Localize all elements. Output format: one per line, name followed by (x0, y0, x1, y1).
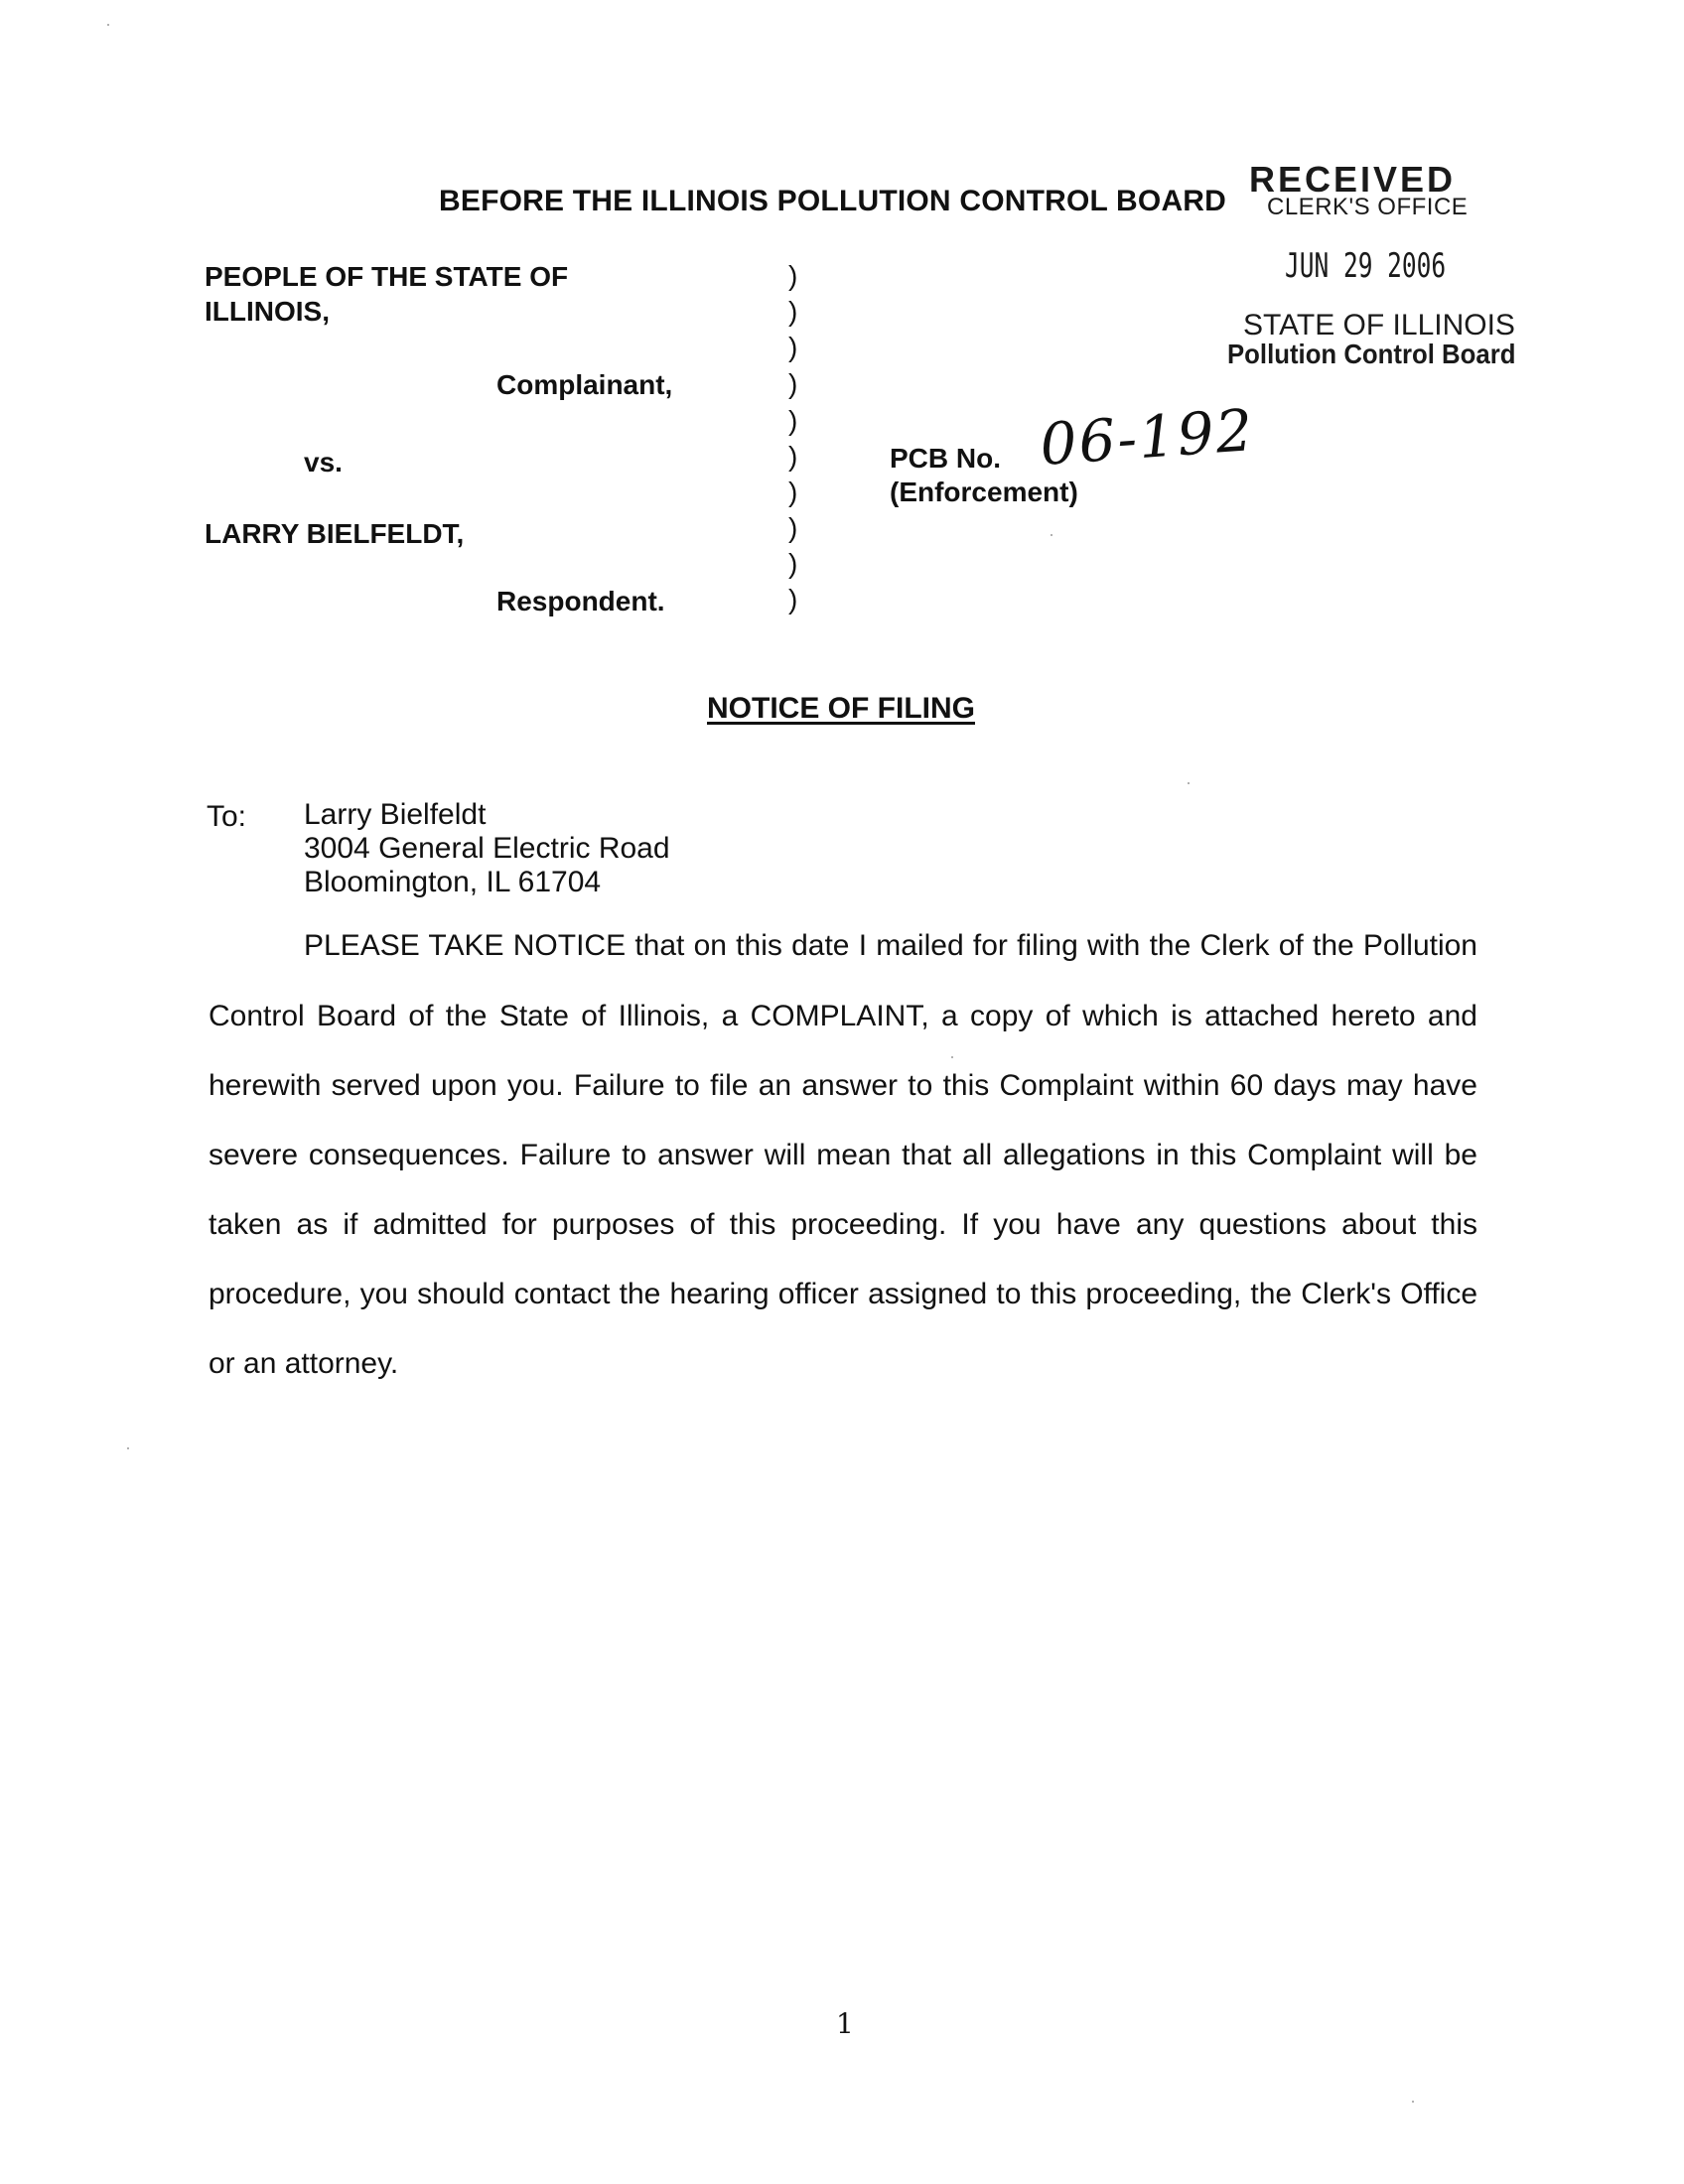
plaintiff-line-2: ILLINOIS, (205, 296, 330, 327)
stamp-received-text: RECEIVED (1249, 159, 1457, 200)
body-line: procedure, you should contact the hearing officer assigned to this proceeding, the Clerk's Office (209, 1278, 1477, 1310)
caption-paren: ) (788, 584, 798, 614)
scan-speck (127, 1447, 129, 1449)
stamp-board: Pollution Control Board (1227, 339, 1516, 369)
body-line: taken as if admitted for purposes of this proceeding. If you have any questions about this (209, 1208, 1477, 1241)
body-line: PLEASE TAKE NOTICE that on this date I mailed for filing with the Clerk of the Pollution (304, 929, 1477, 962)
caption-paren: ) (788, 477, 798, 507)
to-label: To: (207, 800, 247, 833)
board-title: BEFORE THE ILLINOIS POLLUTION CONTROL BOARD (439, 185, 1227, 217)
caption-paren: ) (788, 296, 798, 327)
complainant-label: Complainant, (496, 369, 673, 400)
address-line: Larry Bielfeldt (304, 798, 487, 831)
scan-speck (951, 1056, 953, 1058)
case-type: (Enforcement) (890, 477, 1078, 507)
caption-paren: ) (788, 368, 798, 399)
respondent-name: LARRY BIELFELDT, (205, 518, 465, 549)
respondent-label: Respondent. (496, 586, 665, 616)
stamp-clerks-office: CLERK'S OFFICE (1267, 194, 1469, 220)
stamp-date: JUN 29 2006 (1285, 246, 1447, 286)
caption-paren: ) (788, 260, 798, 291)
stamp-state: STATE OF ILLINOIS (1243, 309, 1515, 341)
versus-label: vs. (304, 447, 343, 478)
pcb-label: PCB No. (890, 443, 1001, 474)
body-line: severe consequences. Failure to answer will mean that all allegations in this Complaint will be (209, 1139, 1477, 1171)
body-line: herewith served upon you. Failure to file an answer to this Complaint within 60 days may have (209, 1069, 1477, 1102)
scan-speck (1188, 782, 1190, 784)
caption-paren: ) (788, 441, 798, 472)
caption-paren: ) (788, 405, 798, 436)
page-number: 1 (836, 2007, 854, 2040)
address-line: Bloomington, IL 61704 (304, 866, 602, 898)
caption-paren: ) (788, 548, 798, 579)
scan-speck (1051, 534, 1052, 536)
caption-paren: ) (788, 332, 798, 362)
address-line: 3004 General Electric Road (304, 832, 670, 865)
notice-title: NOTICE OF FILING (707, 692, 975, 725)
plaintiff-line-1: PEOPLE OF THE STATE OF (205, 261, 569, 292)
scan-speck (1412, 2101, 1414, 2103)
body-line: or an attorney. (209, 1347, 399, 1380)
scan-speck (107, 24, 109, 26)
body-line: Control Board of the State of Illinois, a COMPLAINT, a copy of which is attached hereto and (209, 1000, 1477, 1032)
caption-paren: ) (788, 512, 798, 543)
pcb-number-handwritten: 06-192 (1038, 396, 1257, 478)
